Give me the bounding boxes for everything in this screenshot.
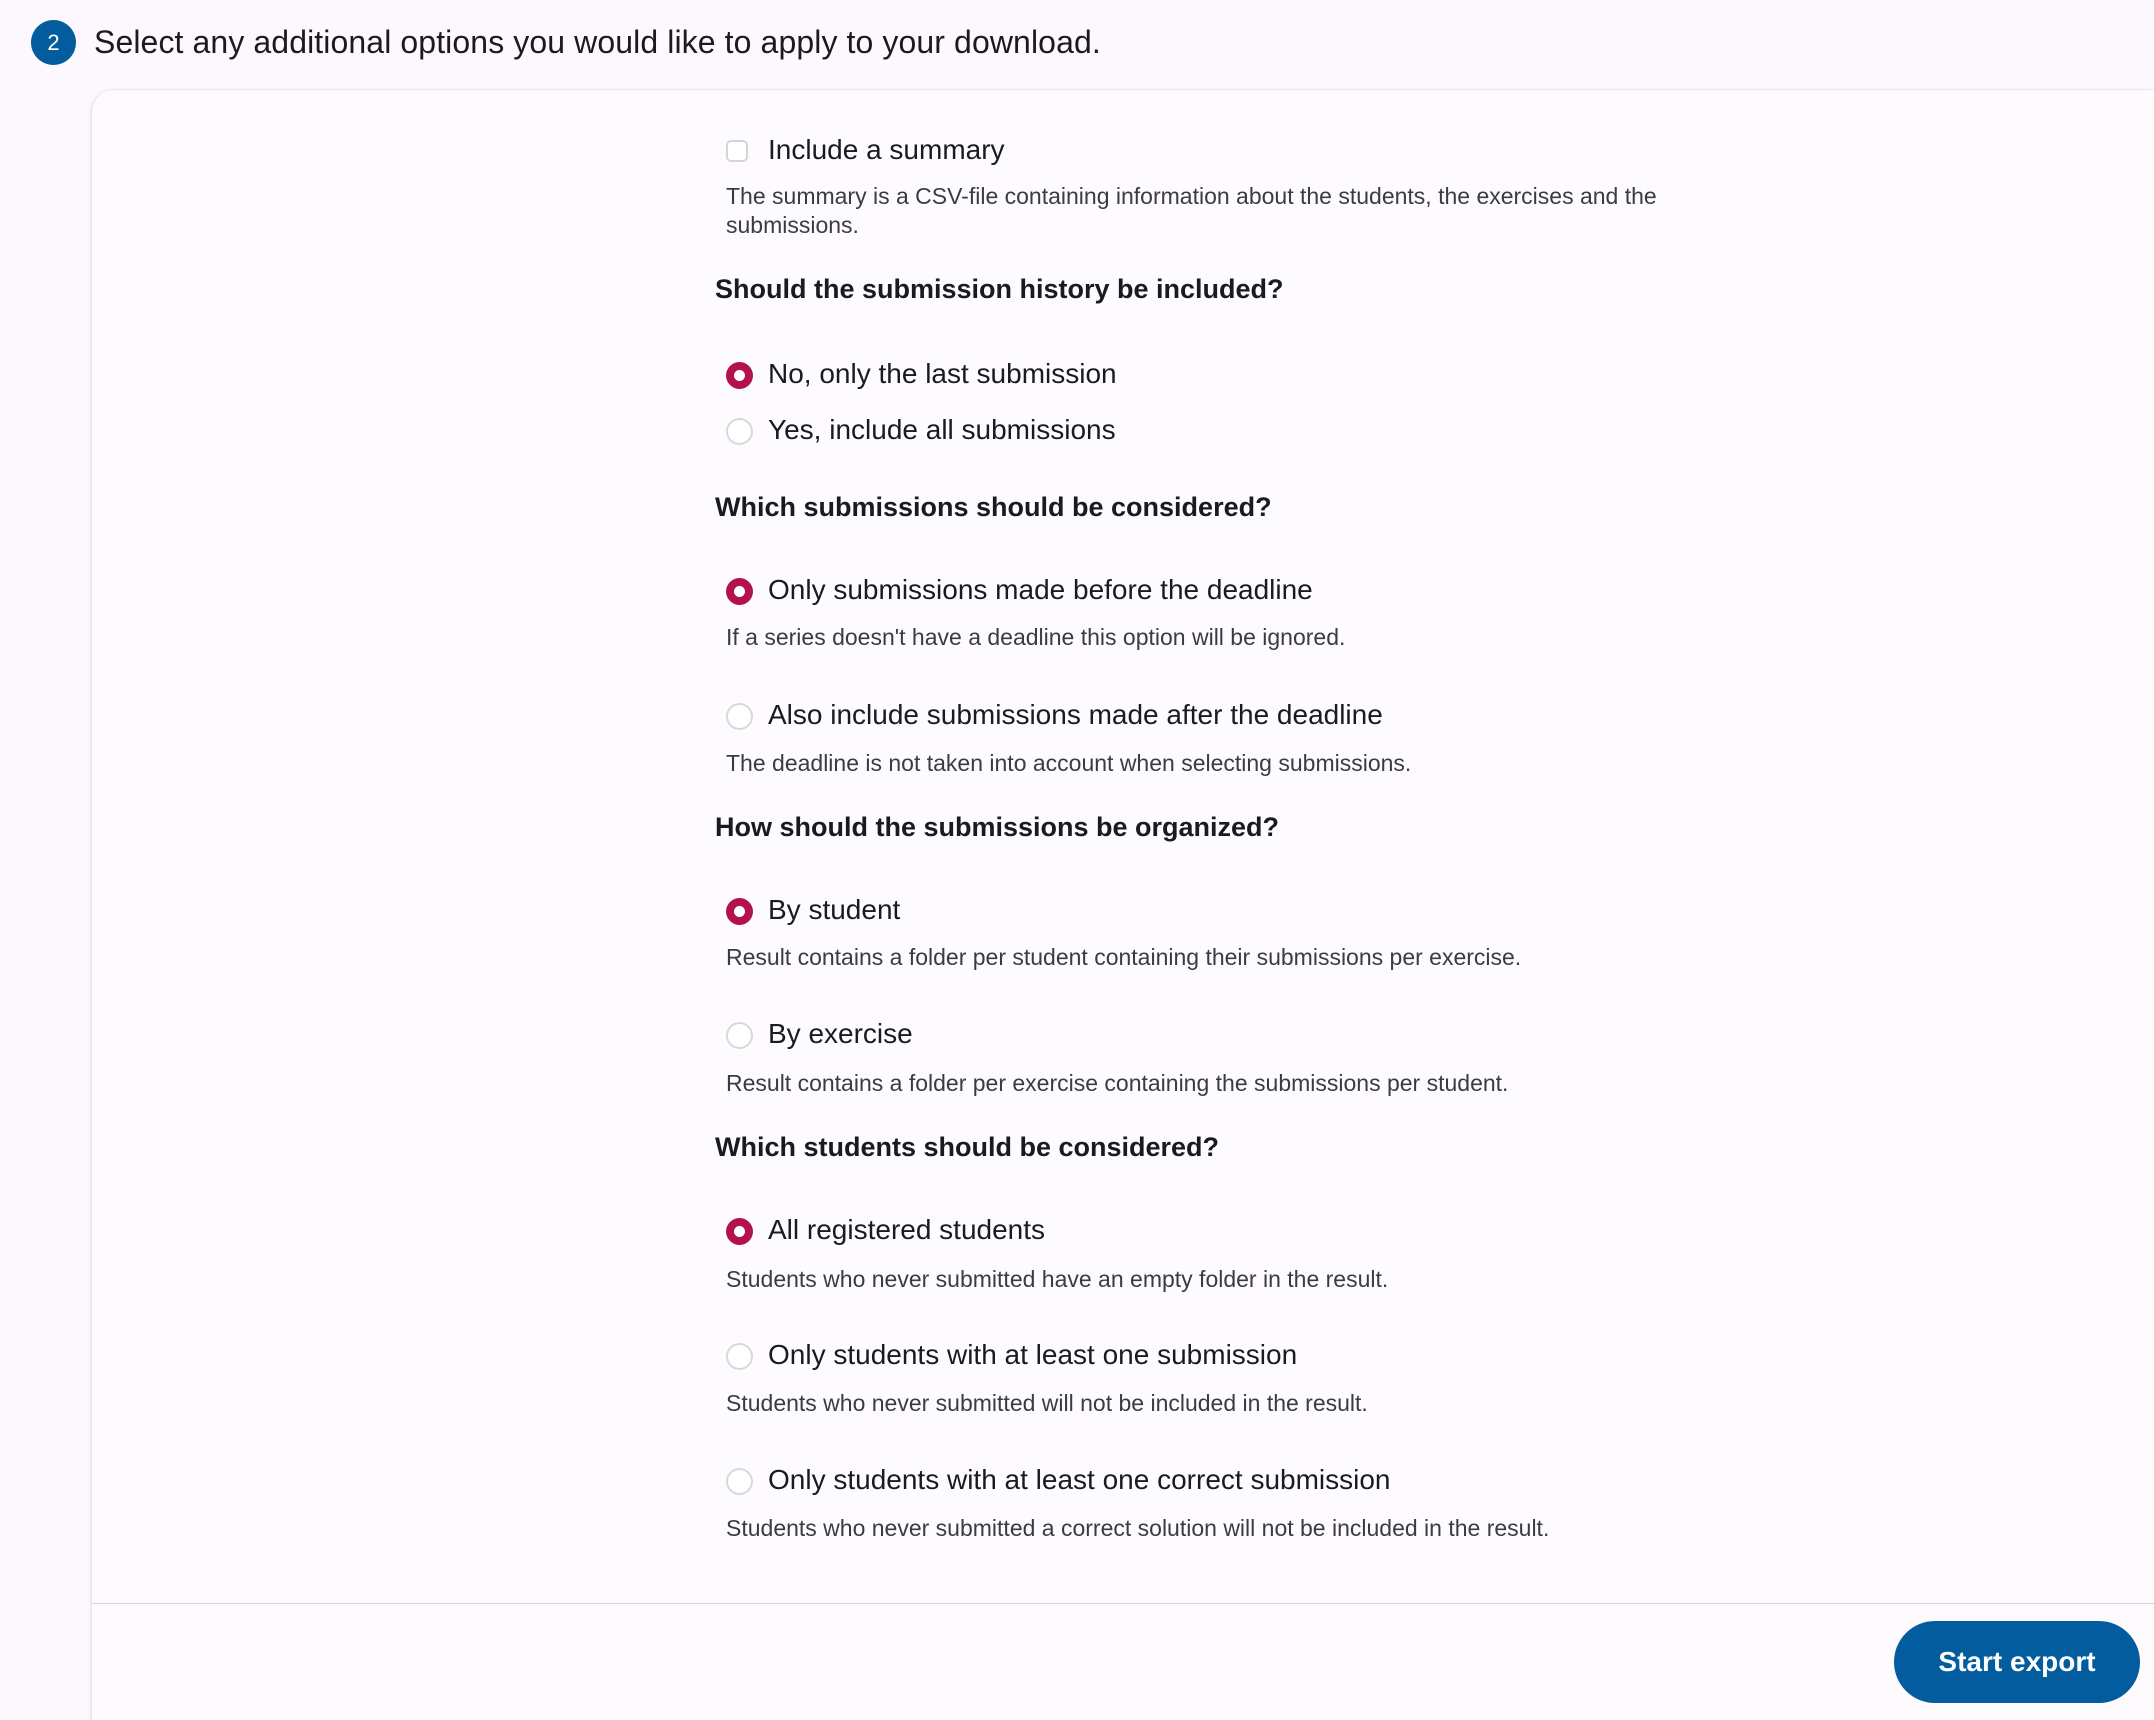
organization-help-exercise: Result contains a folder per exercise containing the submissions per student. bbox=[726, 1070, 1509, 1096]
history-label-last[interactable]: No, only the last submission bbox=[768, 358, 1117, 389]
students-radio-one[interactable] bbox=[726, 1343, 753, 1370]
deadline-radio-before[interactable] bbox=[726, 578, 753, 605]
history-question: Should the submission history be included? bbox=[715, 274, 1284, 304]
start-export-button[interactable]: Start export bbox=[1894, 1621, 2140, 1703]
history-radio-all[interactable] bbox=[726, 418, 753, 445]
organization-label-exercise[interactable]: By exercise bbox=[768, 1018, 913, 1049]
step-title: Select any additional options you would like to apply to your download. bbox=[94, 24, 1101, 60]
organization-radio-exercise[interactable] bbox=[726, 1022, 753, 1049]
history-radio-last[interactable] bbox=[726, 362, 753, 389]
organization-label-student[interactable]: By student bbox=[768, 894, 901, 925]
history-label-all[interactable]: Yes, include all submissions bbox=[768, 414, 1116, 445]
card-actions-divider bbox=[92, 1603, 2154, 1604]
summary-checkbox[interactable] bbox=[726, 140, 748, 162]
students-label-correct[interactable]: Only students with at least one correct submission bbox=[768, 1464, 1391, 1495]
step-header bbox=[31, 20, 1101, 65]
students-radio-correct[interactable] bbox=[726, 1468, 753, 1495]
deadline-radio-after[interactable] bbox=[726, 703, 753, 730]
summary-help: The summary is a CSV-file containing information about the students, the exercises and the submissions. bbox=[726, 183, 1657, 238]
options-card bbox=[92, 90, 2154, 1720]
students-help-one: Students who never submitted will not be included in the result. bbox=[726, 1390, 1368, 1416]
students-label-all[interactable]: All registered students bbox=[768, 1214, 1046, 1245]
students-label-one[interactable]: Only students with at least one submission bbox=[768, 1339, 1298, 1370]
organization-question: How should the submissions be organized? bbox=[715, 812, 1280, 842]
deadline-label-after[interactable]: Also include submissions made after the deadline bbox=[768, 699, 1383, 730]
deadline-help-after: The deadline is not taken into account when selecting submissions. bbox=[726, 750, 1412, 776]
deadline-help-before: If a series doesn't have a deadline this option will be ignored. bbox=[726, 624, 1346, 650]
deadline-label-before[interactable]: Only submissions made before the deadline bbox=[768, 574, 1313, 605]
deadline-question: Which submissions should be considered? bbox=[715, 492, 1272, 522]
organization-radio-student[interactable] bbox=[726, 898, 753, 925]
organization-help-student: Result contains a folder per student containing their submissions per exercise. bbox=[726, 944, 1522, 970]
students-help-all: Students who never submitted have an empty folder in the result. bbox=[726, 1266, 1389, 1292]
students-question: Which students should be considered? bbox=[715, 1132, 1220, 1162]
students-help-correct: Students who never submitted a correct solution will not be included in the result. bbox=[726, 1515, 1550, 1541]
summary-label[interactable]: Include a summary bbox=[768, 134, 1005, 165]
step-number-badge: 2 bbox=[31, 20, 76, 65]
students-radio-all[interactable] bbox=[726, 1218, 753, 1245]
